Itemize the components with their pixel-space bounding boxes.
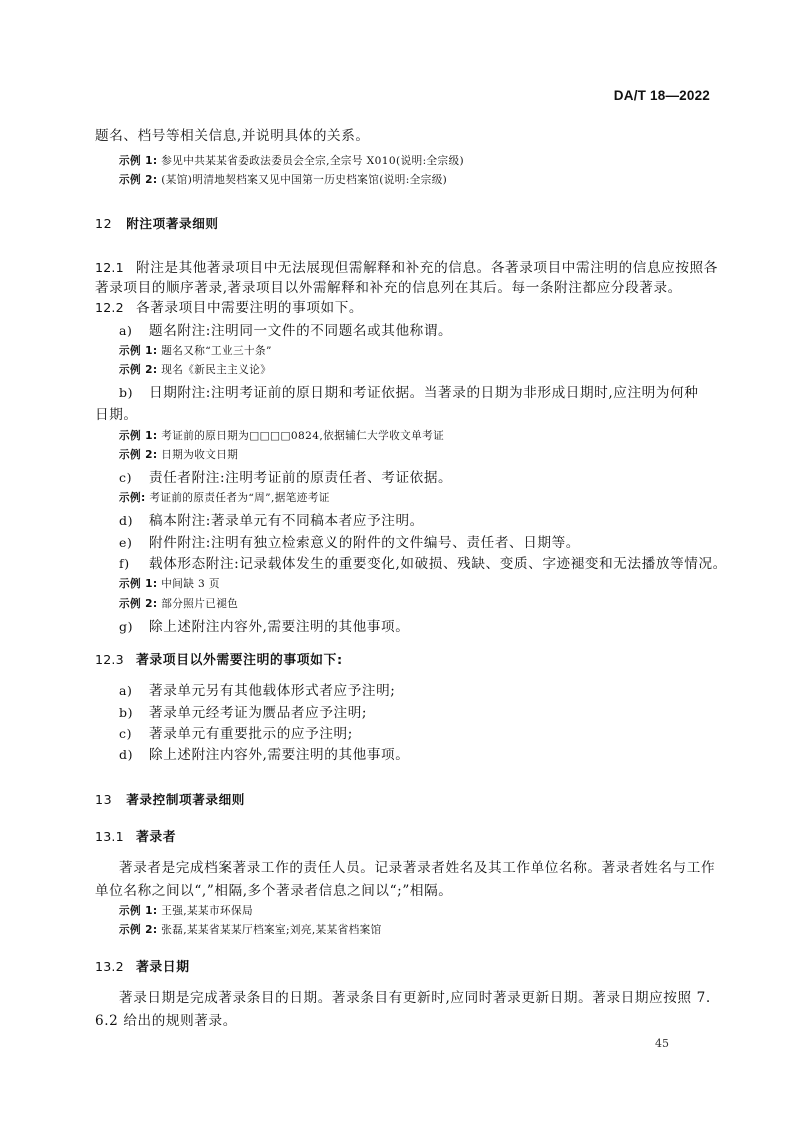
example [119, 153, 464, 168]
example [119, 343, 272, 358]
clause-number: 12.2 [95, 300, 124, 315]
example-label: 示例 2: [119, 924, 158, 936]
list-item-g [119, 615, 409, 635]
item-label: c) [119, 470, 133, 485]
item-text: 题名附注:注明同一文件的不同题名或其他称谓。 [149, 323, 453, 339]
example-label: 示例 2: [119, 174, 158, 186]
example-text: 现名《新民主主义论》 [161, 364, 272, 376]
clause-13-2 [95, 956, 190, 975]
paragraph-13-1: 著录者是完成档案著录工作的责任人员。记录著录者姓名及其工作单位名称。著录者姓名与工作 [119, 860, 716, 876]
list-item-d [119, 743, 409, 763]
example-text: 王强,某某市环保局 [161, 905, 253, 917]
paragraph-13-2-cont: 6.2 给出的规则著录。 [95, 1013, 237, 1029]
example-text: 考证前的原责任者为“周”,据笔迹考证 [149, 492, 330, 504]
item-text: 附件附注:注明有独立检索意义的附件的文件编号、责任者、日期等。 [149, 535, 580, 551]
clause-title: 著录项目以外需要注明的事项如下: [136, 653, 343, 668]
clause-number: 12.3 [95, 652, 124, 667]
clause-text: 附注是其他著录项目中无法展现但需解释和补充的信息。各著录项目中需注明的信息应按照各 [136, 260, 718, 276]
section-heading-12 [95, 213, 219, 232]
section-number: 13 [95, 792, 113, 807]
item-text: 著录单元另有其他载体形式者应予注明; [149, 683, 396, 699]
list-item-a [119, 679, 395, 699]
example [119, 490, 330, 505]
example [119, 596, 238, 611]
section-heading-13 [95, 789, 245, 808]
section-title: 著录控制项著录细则 [126, 792, 245, 807]
clause-number: 12.1 [95, 260, 124, 275]
list-item-f [119, 552, 727, 572]
example-text: 题名又称“工业三十条” [161, 345, 272, 357]
list-item-a [119, 319, 452, 339]
example [119, 428, 444, 443]
clause-12-2 [95, 296, 363, 316]
item-text: 日期附注:注明考证前的原日期和考证依据。当著录的日期为非形成日期时,应注明为何种 [149, 385, 699, 401]
item-text: 著录单元经考证为赝品者应予注明; [149, 705, 368, 721]
item-label: d) [119, 747, 134, 762]
example-text: 参见中共某某省委政法委员会全宗,全宗号 X010(说明:全宗级) [161, 155, 465, 167]
item-label: b) [119, 705, 134, 720]
item-text: 载体形态附注:记录载体发生的重要变化,如破损、残缺、变质、字迹褪变和无法播放等情况。 [149, 556, 727, 572]
paragraph-13-1-cont: 单位名称之间以“,”相隔,多个著录者信息之间以“;”相隔。 [95, 883, 453, 899]
item-label: e) [119, 535, 133, 550]
continuation-line: 题名、档号等相关信息,并说明具体的关系。 [95, 128, 370, 144]
example-label: 示例 1: [119, 155, 158, 167]
document-code: DA/T 18—2022 [613, 88, 710, 103]
item-label: g) [119, 619, 134, 634]
list-item-b-cont: 日期。 [95, 407, 138, 423]
clause-13-1 [95, 826, 176, 845]
list-item-c [119, 466, 452, 486]
list-item-c [119, 722, 353, 742]
item-text: 除上述附注内容外,需要注明的其他事项。 [149, 747, 410, 763]
example [119, 447, 238, 462]
example-label: 示例 1: [119, 578, 158, 590]
example-label: 示例 2: [119, 364, 158, 376]
item-text: 著录单元有重要批示的应予注明; [149, 726, 353, 742]
example [119, 362, 271, 377]
section-title: 附注项著录细则 [126, 216, 219, 231]
example-label: 示例 1: [119, 345, 158, 357]
clause-number: 13.2 [95, 959, 124, 974]
list-item-e [119, 531, 580, 551]
item-label: c) [119, 726, 133, 741]
paragraph-13-2: 著录日期是完成著录条目的日期。著录条目有更新时,应同时著录更新日期。著录日期应按照 7. [119, 990, 711, 1006]
list-item-b [119, 701, 367, 721]
list-item-d [119, 509, 424, 529]
example-text: (某馆)明清地契档案又见中国第一历史档案馆(说明:全宗级) [161, 174, 448, 186]
clause-12-1 [95, 256, 718, 276]
list-item-b [119, 381, 698, 401]
example [119, 576, 220, 591]
item-text: 稿本附注:著录单元有不同稿本者应予注明。 [149, 513, 424, 529]
item-label: a) [119, 683, 133, 698]
clause-title: 著录者 [136, 830, 177, 845]
clause-12-1-cont: 著录项目的顺序著录,著录项目以外需解释和补充的信息列在其后。每一条附注都应分段著录。 [95, 280, 682, 296]
example-text: 考证前的原日期为□□□□0824,依据辅仁大学收文单考证 [161, 430, 445, 442]
example-label: 示例 2: [119, 449, 158, 461]
clause-text: 各著录项目中需要注明的事项如下。 [136, 300, 364, 316]
item-text: 责任者附注:注明考证前的原责任者、考证依据。 [149, 470, 453, 486]
example [119, 172, 447, 187]
example-label: 示例 1: [119, 430, 158, 442]
clause-title: 著录日期 [136, 960, 190, 975]
clause-number: 13.1 [95, 829, 124, 844]
clause-12-3 [95, 649, 343, 668]
page-number: 45 [655, 1037, 669, 1050]
example-text: 中间缺 3 页 [161, 578, 220, 590]
example-label: 示例 1: [119, 905, 158, 917]
example-text: 部分照片已褪色 [161, 598, 239, 610]
item-text: 除上述附注内容外,需要注明的其他事项。 [149, 619, 410, 635]
example [119, 922, 382, 937]
example-text: 张磊,某某省某某厅档案室;刘亮,某某省档案馆 [161, 924, 382, 936]
example-text: 日期为收文日期 [161, 449, 239, 461]
item-label: a) [119, 323, 133, 338]
section-number: 12 [95, 216, 113, 231]
example [119, 903, 253, 918]
example-label: 示例 2: [119, 598, 158, 610]
example-label: 示例: [119, 492, 146, 504]
item-label: b) [119, 385, 134, 400]
item-label: d) [119, 513, 134, 528]
item-label: f) [119, 556, 130, 571]
